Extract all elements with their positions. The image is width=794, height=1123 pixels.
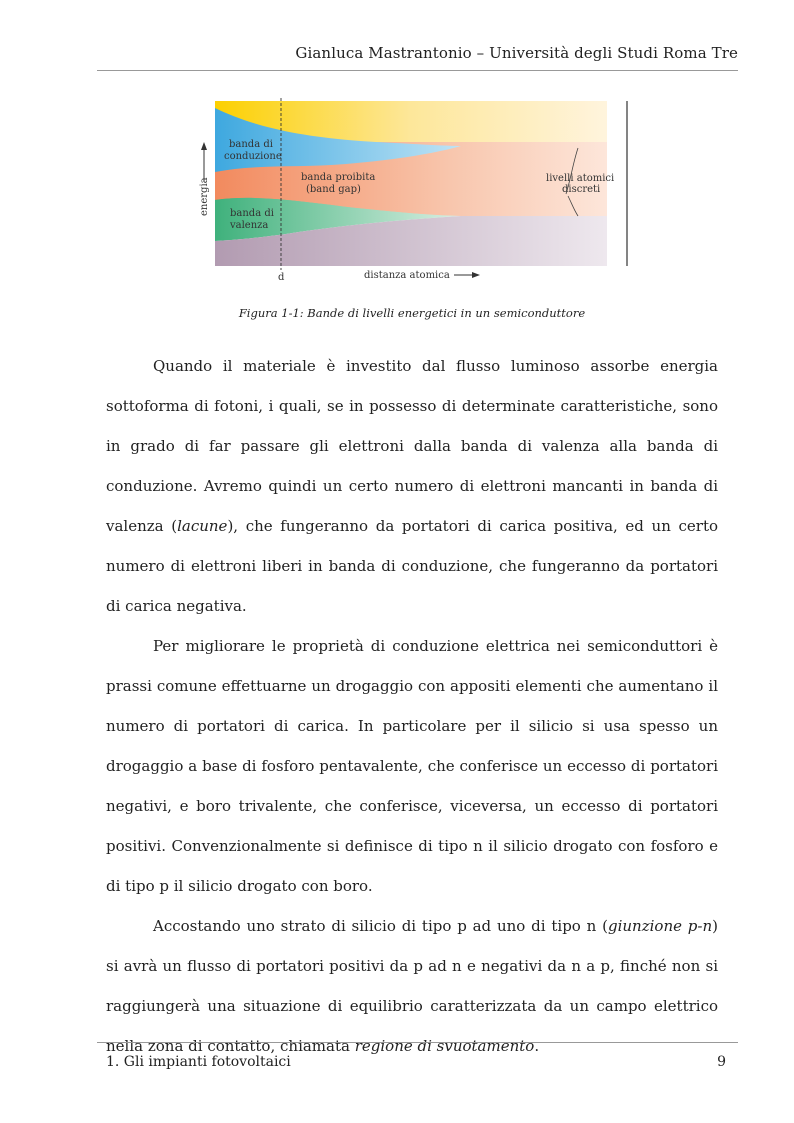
d-label: d bbox=[278, 272, 285, 283]
figure-caption: Figura 1-1: Bande di livelli energetici in un semiconduttore bbox=[238, 306, 586, 320]
distance-axis-label: distanza atomica bbox=[364, 270, 450, 281]
gap-label-1: banda proibita bbox=[301, 172, 376, 183]
running-header: Gianluca Mastrantonio – Università degli Studi Roma Tre bbox=[295, 44, 738, 62]
paragraph-2: Per migliorare le proprietà di conduzione elettrica nei semiconduttori è prassi comune effettuarne un drogaggio con appositi elementi che aumentano il numero di portatori di carica. In particolare per il silicio si usa spesso un drogaggio a base di fosforo pentavalente, che conferisce un eccesso di portatori negativi, e boro trivalente, che conferisce, viceversa, un eccesso di portatori positivi. Convenzionalmente si definisce di tipo n il silicio drogato con fosforo e di tipo p il silicio drogato con boro. bbox=[106, 637, 718, 895]
header-rule bbox=[97, 70, 738, 71]
body-text bbox=[106, 346, 718, 1066]
valence-label-1: banda di bbox=[230, 208, 274, 219]
italic-term: giunzione p-n bbox=[608, 917, 713, 935]
footer-chapter: 1. Gli impianti fotovoltaici bbox=[106, 1054, 291, 1070]
band-diagram bbox=[196, 98, 636, 284]
page-number: 9 bbox=[717, 1054, 726, 1070]
conduction-label-2: conduzione bbox=[224, 151, 282, 162]
italic-term: lacune bbox=[177, 517, 228, 535]
gap-label-2: (band gap) bbox=[306, 184, 361, 195]
paragraph-1: Quando il materiale è investito dal flusso luminoso assorbe energia sottoforma di fotoni, i quali, se in possesso di determinate caratteristiche, sono in grado di far passare gli elettroni dalla banda di valenza alla banda di conduzione. Avremo quindi un certo numero di elettroni mancanti in banda di valenza (lacune), che fungeranno da portatori di carica positiva, ed un certo numero di elettroni liberi in banda di conduzione, che fungeranno da portatori di carica negativa. bbox=[106, 357, 719, 615]
discrete-label-2: discreti bbox=[562, 184, 601, 195]
energy-axis-label: energia bbox=[199, 177, 210, 216]
band-diagram-figure bbox=[196, 98, 636, 284]
discrete-label-1: livelli atomici bbox=[546, 173, 615, 184]
italic-term: regione di svuotamento bbox=[354, 1037, 535, 1055]
paragraph-3: Accostando uno strato di silicio di tipo p ad uno di tipo n (giunzione p-n) si avrà un flusso di portatori positivi da p ad n e negativi da n a p, finché non si raggiungerà una situazione di equilibrio caratterizzata da un campo elettrico nella zona di contatto, chiamata regione di svuotamento. bbox=[106, 917, 719, 1055]
footer-rule bbox=[97, 1042, 738, 1043]
conduction-label-1: banda di bbox=[229, 139, 273, 150]
valence-label-2: valenza bbox=[230, 220, 269, 231]
